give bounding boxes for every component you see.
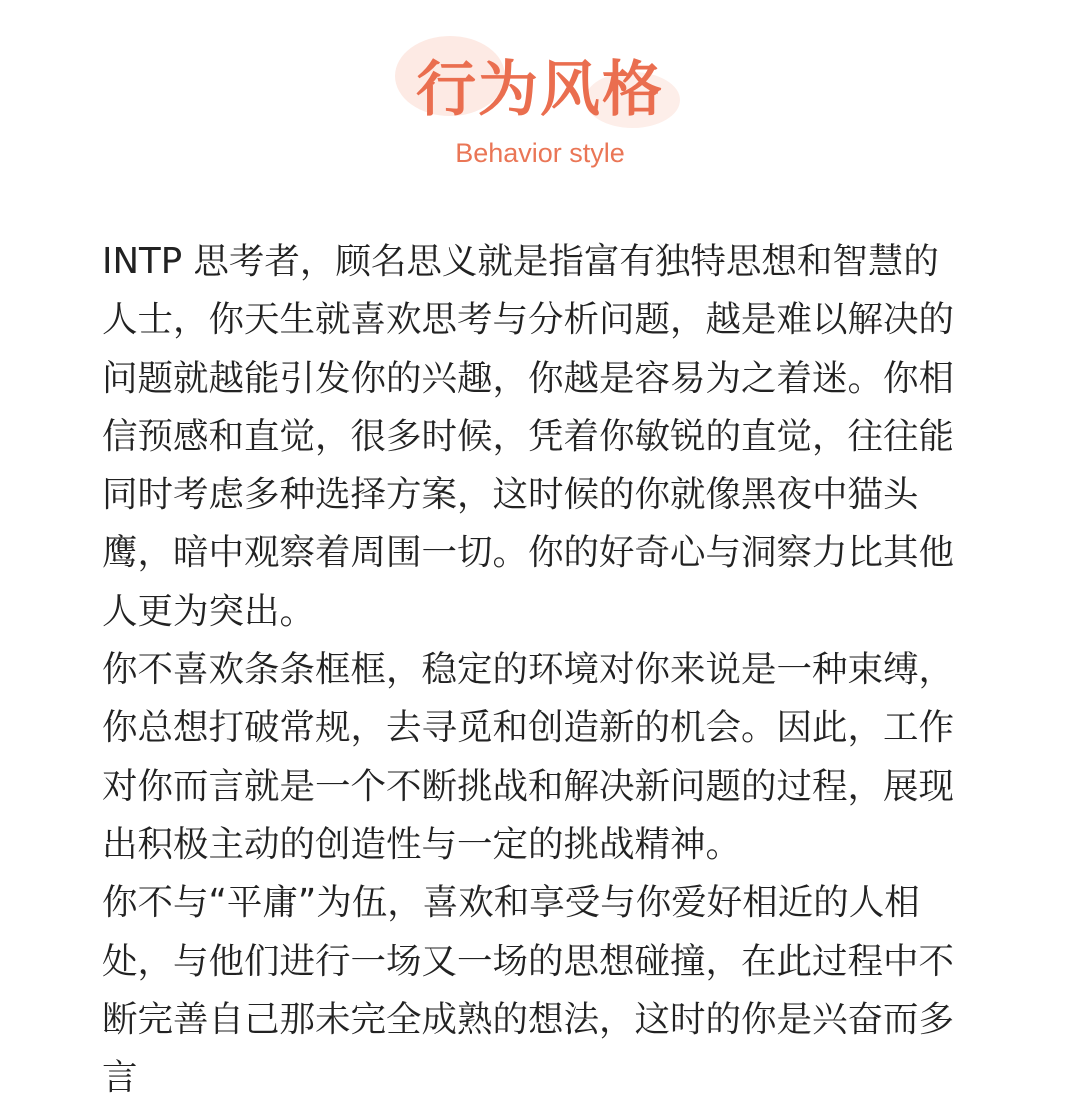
paragraph-social: 你不与“平庸”为伍，喜欢和享受与你爱好相近的人相处，与他们进行一场又一场的思想碰撞，在此过程中不断完善自己那未完全成熟的想法，这时的你是兴奋而多言 (102, 882, 955, 1099)
article-body (102, 233, 972, 1107)
paragraph-intro: INTP 思考者，顾名思义就是指富有独特思想和智慧的人士，你天生就喜欢思考与分析问题，越是难以解决的问题就越能引发你的兴趣，你越是容易为之着迷。你相信预感和直觉，很多时候，凭着你敏锐的直觉，往往能同时考虑多种选择方案，这时候的你就像黑夜中猫头鹰，暗中观察着周围一切。你的好奇心与洞察力比其他人更为突出。 (102, 241, 955, 632)
paragraph-work: 你不喜欢条条框框，稳定的环境对你来说是一种束缚，你总想打破常规，去寻觅和创造新的机会。因此，工作对你而言就是一个不断挑战和解决新问题的过程，展现出积极主动的创造性与一定的挑战精神。 (102, 649, 955, 865)
section-subtitle: Behavior style (455, 138, 625, 168)
section-header (0, 0, 1080, 200)
section-title: 行为风格 (416, 55, 664, 125)
